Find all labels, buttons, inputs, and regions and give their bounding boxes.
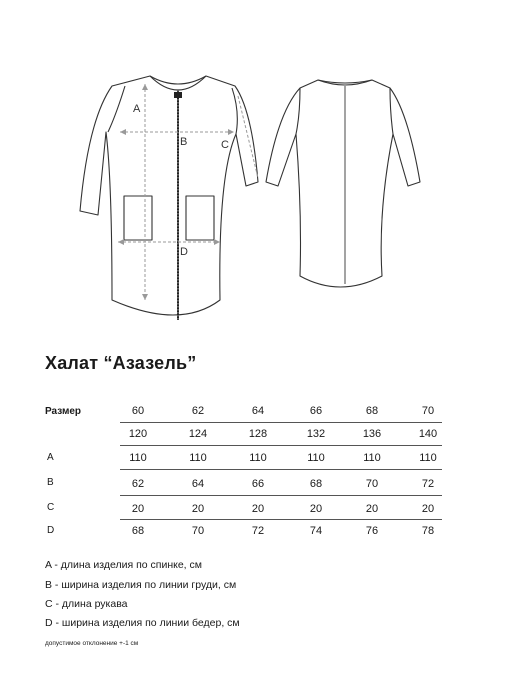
sketch-label-a: A (133, 103, 141, 115)
size-cell: 60 (131, 405, 145, 417)
front-view (80, 76, 258, 315)
table-cell: 72 (421, 478, 435, 490)
table-divider (120, 495, 442, 496)
size-cell: 70 (421, 405, 435, 417)
table-cell: 110 (363, 452, 381, 464)
chest-cell: 120 (128, 428, 148, 440)
table-divider (120, 422, 442, 423)
row-label-d: D (47, 525, 55, 536)
table-cell: 110 (129, 452, 147, 464)
row-label-b: B (47, 477, 54, 488)
table-cell: 72 (251, 525, 265, 537)
table-cell: 70 (365, 478, 379, 490)
sketch-label-b: B (180, 136, 188, 148)
table-cell: 20 (251, 503, 265, 515)
table-cell: 66 (251, 478, 265, 490)
chest-cell: 124 (188, 428, 208, 440)
table-cell: 110 (189, 452, 207, 464)
table-cell: 68 (131, 525, 145, 537)
row-label-c: C (47, 502, 55, 513)
table-cell: 110 (419, 452, 437, 464)
table-cell: 78 (421, 525, 435, 537)
size-cell: 62 (191, 405, 205, 417)
size-header-label: Размер (45, 406, 82, 417)
sketch-label-c: C (221, 139, 229, 151)
table-cell: 74 (309, 525, 323, 537)
table-cell: 76 (365, 525, 379, 537)
size-cell: 68 (365, 405, 379, 417)
legend-item-a: A - длина изделия по спинке, см (45, 559, 202, 571)
table-divider (120, 519, 442, 520)
back-view (266, 80, 420, 287)
table-cell: 68 (309, 478, 323, 490)
table-cell: 20 (191, 503, 205, 515)
chest-cell: 132 (306, 428, 326, 440)
table-cell: 70 (191, 525, 205, 537)
table-divider (120, 469, 442, 470)
chest-cell: 140 (418, 428, 438, 440)
chest-cell: 136 (362, 428, 382, 440)
sketch-label-d: D (180, 246, 188, 258)
tolerance-note: допустимое отклонение +-1 см (45, 640, 139, 647)
zipper-pull (174, 92, 182, 98)
table-cell: 62 (131, 478, 145, 490)
table-cell: 64 (191, 478, 205, 490)
table-divider (120, 445, 442, 446)
table-cell: 20 (421, 503, 435, 515)
garment-sketch (0, 0, 512, 340)
table-cell: 110 (307, 452, 325, 464)
product-title: Халат “Азазель” (45, 353, 197, 373)
chest-cell: 128 (248, 428, 268, 440)
legend-item-d: D - ширина изделия по линии бедер, см (45, 617, 240, 629)
table-cell: 20 (309, 503, 323, 515)
row-label-a: A (47, 452, 54, 463)
legend-item-c: C - длина рукава (45, 598, 128, 610)
table-cell: 20 (365, 503, 379, 515)
table-cell: 110 (249, 452, 267, 464)
legend-item-b: B - ширина изделия по линии груди, см (45, 579, 237, 591)
size-cell: 64 (251, 405, 265, 417)
table-cell: 20 (131, 503, 145, 515)
size-cell: 66 (309, 405, 323, 417)
